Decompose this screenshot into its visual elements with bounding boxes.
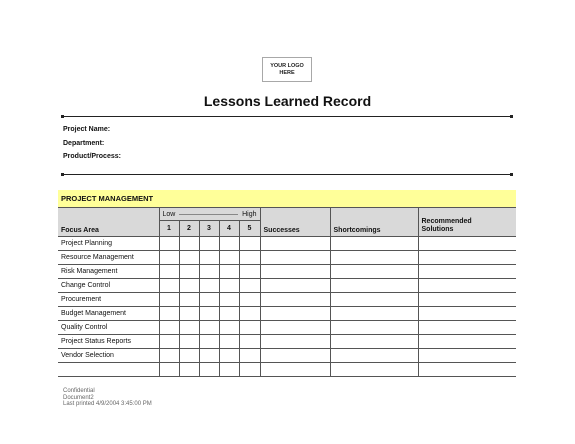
rating-cell-1[interactable]	[159, 237, 179, 251]
rating-cell-5[interactable]	[239, 349, 260, 363]
successes-cell[interactable]	[260, 349, 330, 363]
focus-area-cell: Risk Management	[58, 265, 159, 279]
shortcomings-cell[interactable]	[330, 279, 418, 293]
lessons-table	[58, 190, 516, 377]
shortcomings-cell[interactable]	[330, 321, 418, 335]
recommended-solutions-cell[interactable]	[418, 349, 516, 363]
rating-cell-1[interactable]	[159, 251, 179, 265]
product-process-label: Product/Process:	[63, 153, 121, 160]
table-row	[58, 349, 516, 363]
page-footer	[63, 388, 152, 408]
recommended-solutions-cell[interactable]	[418, 363, 516, 377]
rating-cell-1[interactable]	[159, 307, 179, 321]
rating-cell-3[interactable]	[199, 307, 219, 321]
successes-cell[interactable]	[260, 307, 330, 321]
rating-cell-2[interactable]	[179, 321, 199, 335]
rating-cell-1[interactable]	[159, 321, 179, 335]
scale-number-2: 2	[179, 221, 199, 237]
rating-cell-4[interactable]	[219, 349, 239, 363]
rating-cell-5[interactable]	[239, 335, 260, 349]
table-row	[58, 279, 516, 293]
lessons-table-container	[58, 190, 516, 377]
section-title: PROJECT MANAGEMENT	[58, 190, 516, 208]
focus-area-cell: Budget Management	[58, 307, 159, 321]
rating-cell-3[interactable]	[199, 349, 219, 363]
rating-cell-4[interactable]	[219, 321, 239, 335]
rating-cell-2[interactable]	[179, 265, 199, 279]
successes-cell[interactable]	[260, 321, 330, 335]
rating-cell-4[interactable]	[219, 293, 239, 307]
successes-cell[interactable]	[260, 251, 330, 265]
recommended-solutions-cell[interactable]	[418, 321, 516, 335]
focus-area-cell: Change Control	[58, 279, 159, 293]
table-row	[58, 335, 516, 349]
focus-area-cell: Project Status Reports	[58, 335, 159, 349]
bottom-divider	[62, 174, 512, 175]
rating-cell-5[interactable]	[239, 237, 260, 251]
successes-cell[interactable]	[260, 265, 330, 279]
shortcomings-cell[interactable]	[330, 293, 418, 307]
section-header-row	[58, 190, 516, 208]
rating-cell-3[interactable]	[199, 363, 219, 377]
recommended-solutions-cell[interactable]	[418, 279, 516, 293]
scale-line	[179, 214, 238, 215]
scale-header	[159, 208, 260, 221]
rating-cell-1[interactable]	[159, 363, 179, 377]
rating-cell-5[interactable]	[239, 363, 260, 377]
recommended-solutions-header	[418, 208, 516, 237]
recommended-solutions-line2: Solutions	[421, 226, 454, 233]
rating-cell-3[interactable]	[199, 237, 219, 251]
rating-cell-1[interactable]	[159, 335, 179, 349]
successes-cell[interactable]	[260, 335, 330, 349]
department-label: Department:	[63, 140, 105, 147]
table-row	[58, 363, 516, 377]
rating-cell-2[interactable]	[179, 335, 199, 349]
rating-cell-3[interactable]	[199, 293, 219, 307]
table-row	[58, 237, 516, 251]
rating-cell-5[interactable]	[239, 265, 260, 279]
rating-cell-2[interactable]	[179, 363, 199, 377]
successes-cell[interactable]	[260, 293, 330, 307]
rating-cell-4[interactable]	[219, 363, 239, 377]
focus-area-header: Focus Area	[58, 208, 159, 237]
rating-cell-1[interactable]	[159, 279, 179, 293]
recommended-solutions-cell[interactable]	[418, 237, 516, 251]
footer-last-printed: Last printed 4/9/2004 3:45:00 PM	[63, 401, 152, 407]
logo-placeholder	[262, 57, 312, 82]
scale-high-label: High	[242, 210, 257, 218]
scale-number-5: 5	[239, 221, 260, 237]
table-row	[58, 265, 516, 279]
focus-area-cell: Project Planning	[58, 237, 159, 251]
shortcomings-cell[interactable]	[330, 265, 418, 279]
rating-cell-4[interactable]	[219, 279, 239, 293]
header-row-1	[58, 208, 516, 221]
successes-header: Successes	[260, 208, 330, 237]
scale-number-3: 3	[199, 221, 219, 237]
rating-cell-2[interactable]	[179, 251, 199, 265]
rating-cell-5[interactable]	[239, 321, 260, 335]
table-row	[58, 293, 516, 307]
scale-number-1: 1	[159, 221, 179, 237]
scale-low-label: Low	[162, 210, 176, 218]
document-title: Lessons Learned Record	[203, 93, 372, 109]
rating-cell-1[interactable]	[159, 265, 179, 279]
rating-cell-2[interactable]	[179, 279, 199, 293]
rating-cell-3[interactable]	[199, 265, 219, 279]
footer-confidential: Confidential	[63, 388, 95, 394]
shortcomings-cell[interactable]	[330, 363, 418, 377]
focus-area-cell: Procurement	[58, 293, 159, 307]
rating-cell-4[interactable]	[219, 265, 239, 279]
recommended-solutions-line1: Recommended	[421, 218, 472, 225]
shortcomings-cell[interactable]	[330, 335, 418, 349]
logo-text-line2: HERE	[279, 69, 295, 76]
rating-cell-1[interactable]	[159, 349, 179, 363]
rating-cell-4[interactable]	[219, 251, 239, 265]
rating-cell-5[interactable]	[239, 279, 260, 293]
rating-cell-5[interactable]	[239, 293, 260, 307]
rating-cell-2[interactable]	[179, 349, 199, 363]
shortcomings-cell[interactable]	[330, 349, 418, 363]
shortcomings-header: Shortcomings	[330, 208, 418, 237]
rating-cell-2[interactable]	[179, 293, 199, 307]
recommended-solutions-cell[interactable]	[418, 335, 516, 349]
focus-area-cell	[58, 363, 159, 377]
table-row	[58, 251, 516, 265]
rating-cell-3[interactable]	[199, 321, 219, 335]
rating-cell-4[interactable]	[219, 237, 239, 251]
focus-area-cell: Quality Control	[58, 321, 159, 335]
rating-cell-2[interactable]	[179, 237, 199, 251]
focus-area-cell: Resource Management	[58, 251, 159, 265]
project-name-label: Project Name:	[63, 126, 111, 133]
recommended-solutions-cell[interactable]	[418, 265, 516, 279]
rating-cell-3[interactable]	[199, 279, 219, 293]
recommended-solutions-cell[interactable]	[418, 251, 516, 265]
successes-cell[interactable]	[260, 237, 330, 251]
footer-document-name: Document2	[63, 394, 94, 401]
rating-cell-4[interactable]	[219, 307, 239, 321]
rating-cell-3[interactable]	[199, 251, 219, 265]
shortcomings-cell[interactable]	[330, 307, 418, 321]
rating-cell-3[interactable]	[199, 335, 219, 349]
shortcomings-cell[interactable]	[330, 251, 418, 265]
rating-cell-5[interactable]	[239, 307, 260, 321]
shortcomings-cell[interactable]	[330, 237, 418, 251]
focus-area-cell: Vendor Selection	[58, 349, 159, 363]
logo-text-line1: YOUR LOGO	[270, 62, 304, 69]
successes-cell[interactable]	[260, 279, 330, 293]
rating-cell-5[interactable]	[239, 251, 260, 265]
successes-cell[interactable]	[260, 363, 330, 377]
table-row	[58, 307, 516, 321]
rating-cell-1[interactable]	[159, 293, 179, 307]
recommended-solutions-cell[interactable]	[418, 307, 516, 321]
rating-cell-4[interactable]	[219, 335, 239, 349]
top-divider	[62, 116, 512, 117]
recommended-solutions-cell[interactable]	[418, 293, 516, 307]
scale-number-4: 4	[219, 221, 239, 237]
table-row	[58, 321, 516, 335]
rating-cell-2[interactable]	[179, 307, 199, 321]
